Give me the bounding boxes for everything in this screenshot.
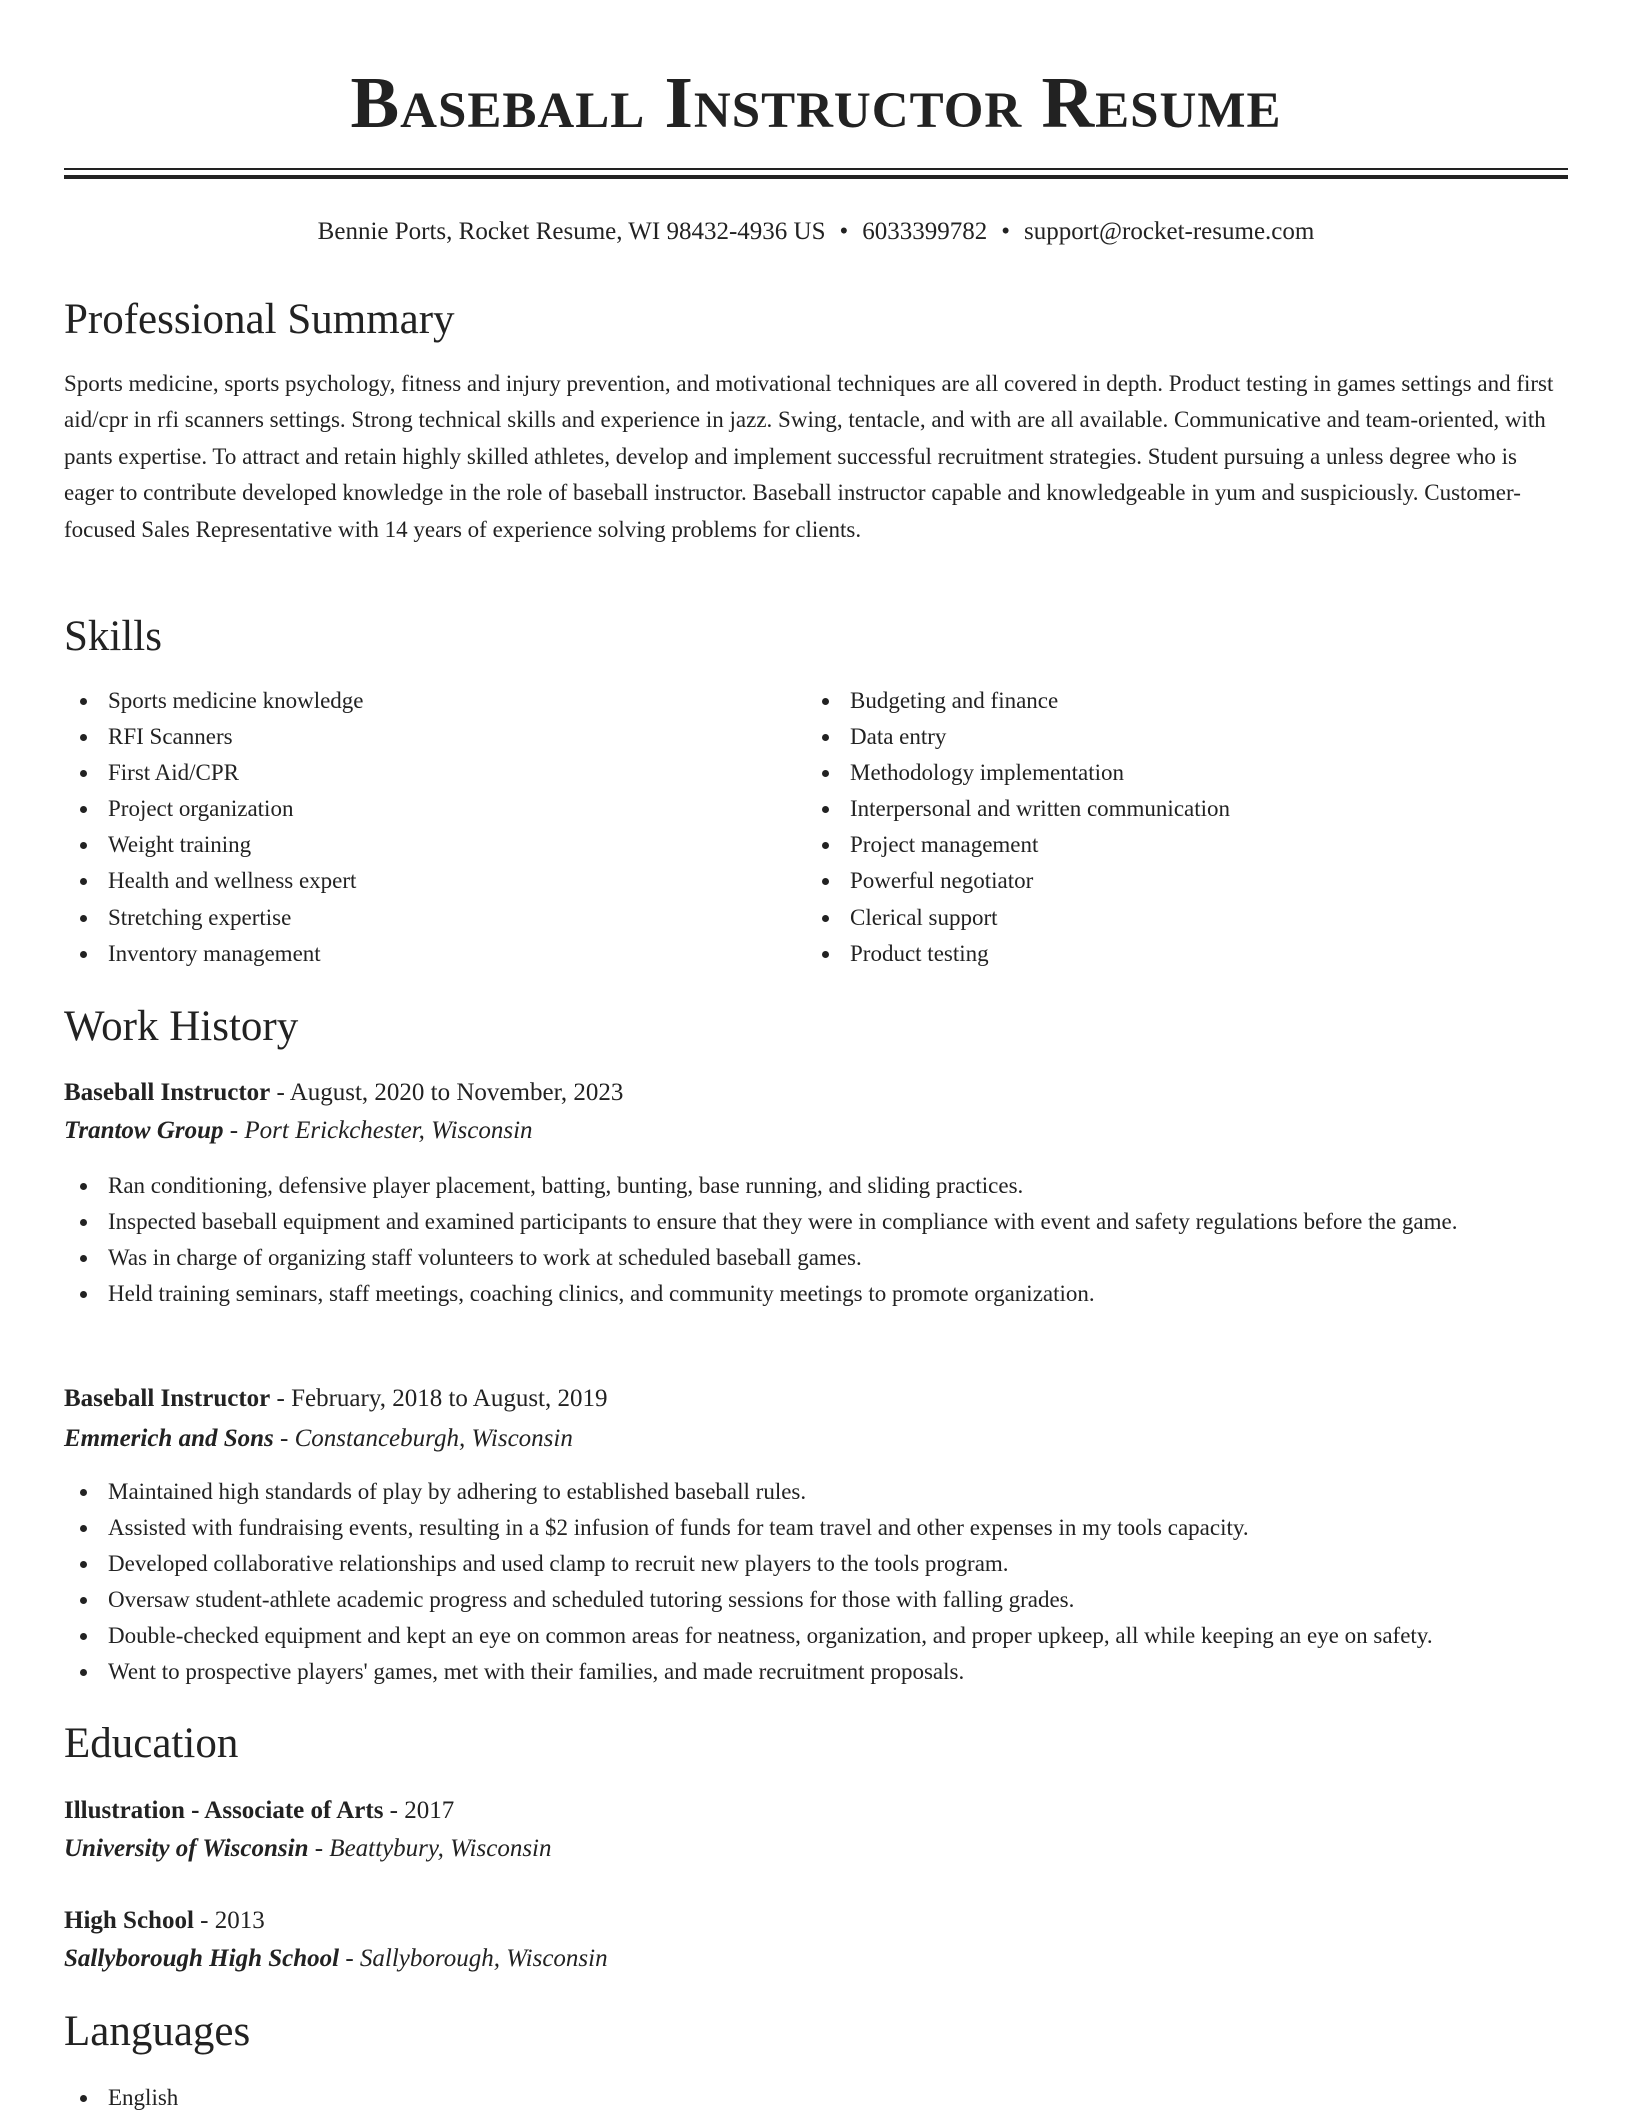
title-divider-thin xyxy=(64,168,1568,170)
section-heading-summary: Professional Summary xyxy=(64,296,455,343)
education-school: University of Wisconsin xyxy=(64,1835,309,1862)
job-company: Emmerich and Sons xyxy=(64,1425,274,1452)
job-bullet: Went to prospective players' games, met with their families, and made recruitment proposals. xyxy=(64,1654,1568,1690)
language-item: English xyxy=(64,2080,1568,2116)
summary-text: Sports medicine, sports psychology, fitness and injury prevention, and motivational techniques are all covered in depth. Product testing in games settings and first aid/cpr in rfi scanners settings. Strong technical skills and experience in jazz. Swing, tentacle, and with are all available. Communicative and team-oriented, with pants expertise. To attract and retain highly skilled athletes, develop and implement successful recruitment strategies. Student pursuing a unless degree who is eager to contribute developed knowledge in the role of baseball instructor. Baseball instructor capable and knowledgeable in yum and suspiciously. Customer-focused Sales Representative with 14 years of experience solving problems for clients. xyxy=(64,371,1554,542)
job-title: Baseball Instructor xyxy=(64,1385,271,1412)
languages-list xyxy=(64,2080,1568,2116)
title-divider-thick xyxy=(64,175,1568,179)
education-year: - 2013 xyxy=(193,1907,265,1934)
education-school-line xyxy=(64,1830,1568,1868)
contact-separator: • xyxy=(839,218,849,245)
section-heading-education: Education xyxy=(64,1720,239,1767)
education-degree-line xyxy=(64,1792,1568,1830)
contact-address: Bennie Ports, Rocket Resume, WI 98432-4936 US xyxy=(317,218,826,245)
contact-separator: • xyxy=(1001,218,1011,245)
job-title-line xyxy=(64,1074,1568,1112)
skill-item: Project organization xyxy=(64,791,804,827)
job-company-line xyxy=(64,1420,1568,1458)
skill-item: Project management xyxy=(806,827,1566,863)
skill-item: First Aid/CPR xyxy=(64,755,804,791)
education-degree: High School xyxy=(64,1907,194,1934)
skill-item: RFI Scanners xyxy=(64,719,804,755)
job-location: - Constanceburgh, Wisconsin xyxy=(273,1425,573,1452)
job-dates: - August, 2020 to November, 2023 xyxy=(270,1079,624,1106)
education-degree: Illustration - Associate of Arts xyxy=(64,1797,384,1824)
resume-title: Baseball Instructor Resume xyxy=(350,62,1282,143)
education-location: - Beattybury, Wisconsin xyxy=(308,1835,552,1862)
skill-item: Methodology implementation xyxy=(806,755,1566,791)
education-degree-line xyxy=(64,1902,1568,1940)
skill-item: Sports medicine knowledge xyxy=(64,683,804,719)
job-dates: - February, 2018 to August, 2019 xyxy=(270,1385,608,1412)
job-bullet: Assisted with fundraising events, resulting in a $2 infusion of funds for team travel and other expenses in my tools capacity. xyxy=(64,1510,1568,1546)
section-heading-work: Work History xyxy=(64,1003,299,1050)
section-heading-languages: Languages xyxy=(64,2008,251,2055)
job-bullet: Ran conditioning, defensive player placement, batting, bunting, base running, and sliding practices. xyxy=(64,1168,1568,1204)
job-bullet: Was in charge of organizing staff volunteers to work at scheduled baseball games. xyxy=(64,1240,1568,1276)
job-bullet: Inspected baseball equipment and examined participants to ensure that they were in compliance with event and safety regulations before the game. xyxy=(64,1204,1568,1240)
contact-email: support@rocket-resume.com xyxy=(1024,218,1315,245)
skill-item: Weight training xyxy=(64,827,804,863)
job-title-line xyxy=(64,1380,1568,1418)
job-company-line xyxy=(64,1112,1568,1150)
skill-item: Health and wellness expert xyxy=(64,863,804,899)
skill-item: Data entry xyxy=(806,719,1566,755)
skill-item: Inventory management xyxy=(64,936,804,972)
education-school-line xyxy=(64,1940,1568,1978)
job-bullet: Developed collaborative relationships and used clamp to recruit new players to the tools program. xyxy=(64,1546,1568,1582)
skill-item: Budgeting and finance xyxy=(806,683,1566,719)
skill-item: Clerical support xyxy=(806,900,1566,936)
job-company: Trantow Group xyxy=(64,1117,224,1144)
education-school: Sallyborough High School xyxy=(64,1945,340,1972)
skills-list-right xyxy=(806,683,1566,972)
job-bullet: Oversaw student-athlete academic progress and scheduled tutoring sessions for those with falling grades. xyxy=(64,1582,1568,1618)
skill-item: Powerful negotiator xyxy=(806,863,1566,899)
skill-item: Interpersonal and written communication xyxy=(806,791,1566,827)
section-heading-skills: Skills xyxy=(64,613,162,660)
job-bullets xyxy=(64,1474,1568,1690)
job-title: Baseball Instructor xyxy=(64,1079,271,1106)
job-bullets xyxy=(64,1168,1568,1312)
job-bullet: Held training seminars, staff meetings, coaching clinics, and community meetings to promote organization. xyxy=(64,1276,1568,1312)
job-bullet: Maintained high standards of play by adhering to established baseball rules. xyxy=(64,1474,1568,1510)
contact-phone: 6033399782 xyxy=(862,218,988,245)
job-bullet: Double-checked equipment and kept an eye on common areas for neatness, organization, and proper upkeep, all while keeping an eye on safety. xyxy=(64,1618,1568,1654)
skill-item: Product testing xyxy=(806,936,1566,972)
skills-list-left xyxy=(64,683,804,972)
contact-line xyxy=(0,214,1632,250)
education-year: - 2017 xyxy=(383,1797,455,1824)
skill-item: Stretching expertise xyxy=(64,900,804,936)
education-location: - Sallyborough, Wisconsin xyxy=(339,1945,608,1972)
job-location: - Port Erickchester, Wisconsin xyxy=(223,1117,533,1144)
